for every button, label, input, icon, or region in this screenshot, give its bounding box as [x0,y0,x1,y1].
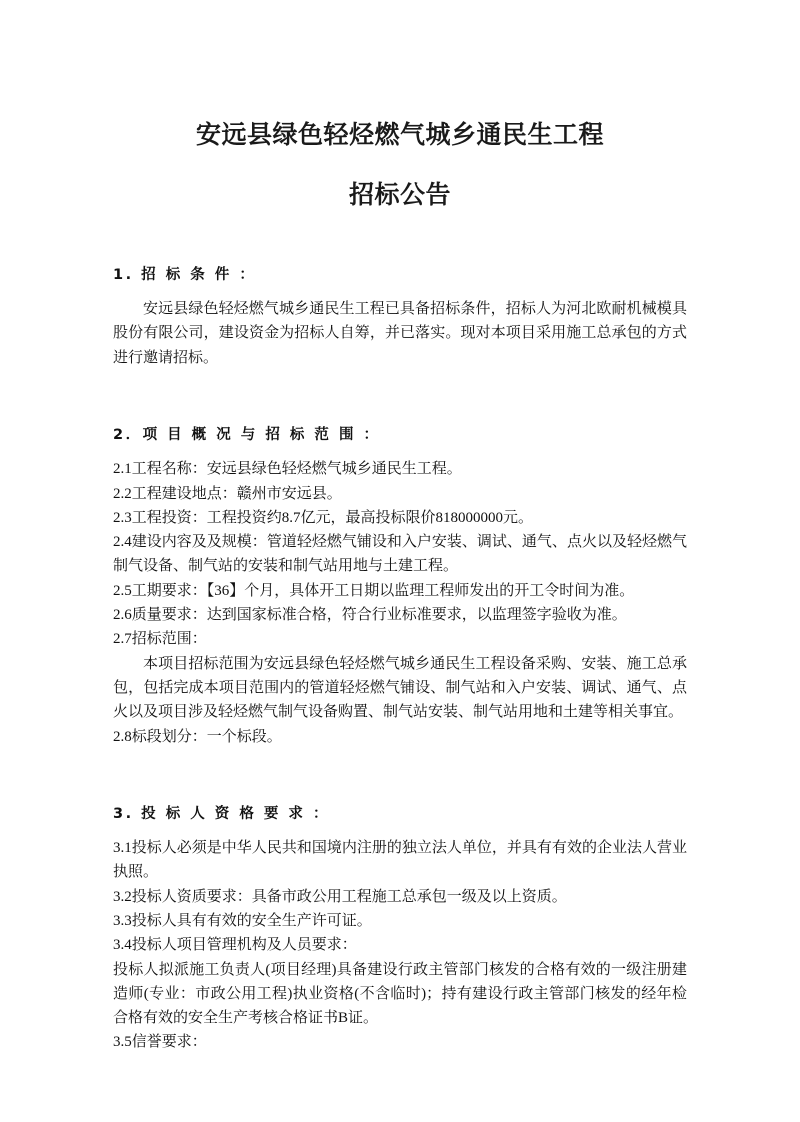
spacer [113,749,687,777]
paragraph: 3.1投标人必须是中华人民共和国境内注册的独立法人单位，并具有有效的企业法人营业执照。 [113,840,687,881]
paragraph: 2.7招标范围： [113,631,207,648]
paragraph: 2.4建设内容及及规模：管道轻烃燃气铺设和入户安装、调试、通气、点火以及轻烃燃气制气设备、制气站的安装和制气站用地与土建工程。 [113,534,687,575]
paragraph: 2.5工期要求：【36】个月，具体开工日期以监理工程师发出的开工令时间为准。 [113,582,635,599]
paragraph: 2.8标段划分：一个标段。 [113,728,282,745]
section-heading: 2．项 目 概 况 与 招 标 范 围 ： [113,427,381,444]
paragraph: 安远县绿色轻烃燃气城乡通民生工程已具备招标条件，招标人为河北欧耐机械模具股份有限公司，建设资金为招标人自筹，并已落实。现对本项目采用施工总承包的方式进行邀请招标。 [113,301,687,366]
section-heading: 3. 投 标 人 资 格 要 求 ： [113,805,330,822]
spacer [113,447,687,457]
section-bidder-qualifications [113,803,687,1055]
paragraph: 2.1工程名称：安远县绿色轻烃燃气城乡通民生工程。 [113,461,462,478]
spacer [113,826,687,836]
paragraph: 2.2工程建设地点：赣州市安远县。 [113,485,342,502]
paragraph: 本项目招标范围为安远县绿色轻烃燃气城乡通民生工程设备采购、安装、施工总承包，包括完成本项目范围内的管道轻烃燃气铺设、制气站和入户安装、调试、通气、点火以及项目涉及轻烃燃气制气设备购置、制气站安装、制气站用地和土建等相关事宜。 [113,655,687,721]
paragraph: 投标人拟派施工负责人(项目经理)具备建设行政主管部门核发的合格有效的一级注册建造师(专业：市政公用工程)执业资格(不含临时)；持有建设行政主管部门核发的经年检合格有效的安全生产考核合格证书B证。 [113,961,687,1027]
spacer [113,287,687,297]
section-bidding-conditions [113,264,687,370]
section-heading: 1. 招 标 条 件 ： [113,267,257,283]
paragraph: 3.4投标人项目管理机构及人员要求： [113,937,357,954]
paragraph: 2.6质量要求：达到国家标准合格，符合行业标准要求，以监理签字验收为准。 [113,607,627,624]
title-block [113,120,687,210]
page-title: 安远县绿色轻烃燃气城乡通民生工程 [195,120,604,149]
paragraph: 3.2投标人资质要求：具备市政公用工程施工总承包一级及以上资质。 [113,888,567,905]
paragraph: 3.5信誉要求： [113,1034,207,1051]
spacer [113,370,687,398]
document-body [113,0,687,1055]
paragraph: 2.3工程投资：工程投资约8.7亿元，最高投标限价818000000元。 [113,509,534,526]
page-subtitle: 招标公告 [348,180,451,209]
paragraph: 3.3投标人具有有效的安全生产许可证。 [113,912,372,929]
spacer [113,210,687,238]
section-project-overview [113,424,687,749]
